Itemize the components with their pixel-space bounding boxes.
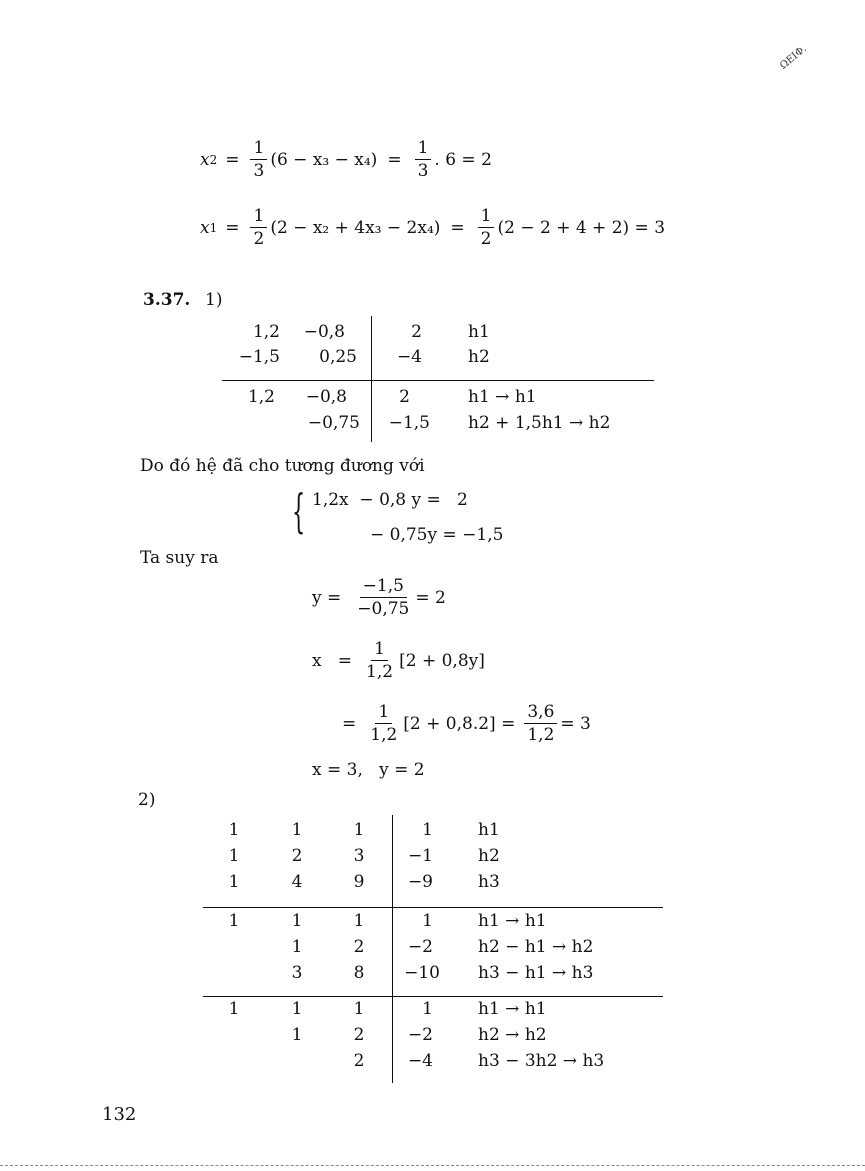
eq-x1-equals: = xyxy=(450,217,465,238)
part1-label: 1) xyxy=(205,290,223,310)
t1-cell: −0,75 xyxy=(307,413,360,433)
t1-cell: −0,8 xyxy=(303,322,345,342)
page-number: 132 xyxy=(102,1104,137,1125)
eq-x2-lhs: x xyxy=(200,149,210,170)
corner-stamp: ΩΕΙΦ. xyxy=(778,43,809,72)
sol-x2-fraction: $\frac{1}{1,2}$ xyxy=(370,702,398,745)
t2-cell: −2 xyxy=(407,1025,433,1045)
part2-label: 2) xyxy=(138,790,156,810)
t2-cell: −2 xyxy=(407,937,433,957)
t2-cell: 2 xyxy=(353,1025,365,1045)
equation-x1: x 1 = $\frac{1}{2}$ (2 − x₂ + 4x₃ − 2x₄) = $\frac{1}{2}$ (2 − 2 + 4 + 2) = 3 xyxy=(200,206,666,249)
system-line2: − 0,75y = −1,5 xyxy=(370,525,504,545)
t1-cell: h1 xyxy=(468,322,490,342)
t2-cell: 9 xyxy=(353,872,365,892)
t2-cell: h1 → h1 xyxy=(478,999,547,1019)
t2-cell: 2 xyxy=(353,937,365,957)
system-brace: { xyxy=(292,484,306,538)
solution-final: x = 3, y = 2 xyxy=(312,760,425,780)
sol-x-tail: [2 + 0,8y] xyxy=(399,650,485,671)
t2-cell: h2 xyxy=(478,846,500,866)
t2-horizontal-rule-1 xyxy=(203,907,663,908)
t2-cell: 1 xyxy=(291,1025,303,1045)
t2-cell: 4 xyxy=(291,872,303,892)
eq-x2-lhs-sub: 2 xyxy=(209,153,218,167)
solution-y xyxy=(312,570,446,626)
t2-cell: 1 xyxy=(228,911,240,931)
t1-cell: h1 → h1 xyxy=(468,387,537,407)
t1-cell: 1,2 xyxy=(252,322,280,342)
t2-cell: h3 − 3h2 → h3 xyxy=(478,1051,605,1071)
t2-cell: −1 xyxy=(407,846,433,866)
page-bottom-edge xyxy=(0,1165,865,1166)
sol-x-lhs: x = xyxy=(312,650,353,671)
t2-cell: 1 xyxy=(422,911,433,931)
t2-cell: −9 xyxy=(407,872,433,892)
t2-cell: 1 xyxy=(291,911,303,931)
eq-x2-expr: (6 − x₃ − x₄) xyxy=(270,149,378,170)
t2-cell: 1 xyxy=(353,911,365,931)
t2-cell: 1 xyxy=(291,937,303,957)
t2-cell: 1 xyxy=(228,872,240,892)
equation-x2: x 2 = $\frac{1}{3}$ (6 − x₃ − x₄) = $\frac{1}{3}$ . 6 = 2 xyxy=(200,138,492,181)
t2-cell: h3 xyxy=(478,872,500,892)
t2-cell: h1 xyxy=(478,820,500,840)
t2-cell: 3 xyxy=(291,963,303,983)
problem-number: 3.37. xyxy=(143,290,191,310)
t1-cell: −4 xyxy=(396,347,422,367)
eq-x1-lhs: x xyxy=(200,217,210,238)
t2-cell: 2 xyxy=(291,846,303,866)
sol-y-tail: = 2 xyxy=(415,587,446,608)
t1-cell: −1,5 xyxy=(238,347,280,367)
t2-cell: 8 xyxy=(353,963,365,983)
t2-cell: 1 xyxy=(228,846,240,866)
t1-cell: −0,8 xyxy=(305,387,347,407)
sol-y-fraction: $\frac{-1,5}{-0,75}$ xyxy=(357,576,410,619)
eq-x1-fraction: $\frac{1}{2}$ xyxy=(250,208,267,248)
sol-x2-mid: [2 + 0,8.2] = xyxy=(403,713,516,734)
t2-cell: 1 xyxy=(228,999,240,1019)
system-line1: 1,2x − 0,8 y = 2 xyxy=(312,490,468,510)
eq-x1-lhs-sub: 1 xyxy=(209,221,218,235)
t1-cell: 1,2 xyxy=(247,387,275,407)
eq-x2-tail: . 6 = 2 xyxy=(434,149,492,170)
sol-x2-lhs: = xyxy=(342,713,357,734)
eq-x2-equals: = xyxy=(387,149,402,170)
infer-text: Ta suy ra xyxy=(140,548,219,568)
t2-cell: 3 xyxy=(353,846,365,866)
t2-cell: h2 → h2 xyxy=(478,1025,547,1045)
equivalence-text: Do đó hệ đã cho tương đương với xyxy=(140,456,425,476)
eq-x1-expr: (2 − x₂ + 4x₃ − 2x₄) xyxy=(270,217,441,238)
t2-cell: 1 xyxy=(228,820,240,840)
t2-cell: h2 − h1 → h2 xyxy=(478,937,594,957)
t2-cell: 1 xyxy=(422,820,433,840)
sol-x2-tail: = 3 xyxy=(560,713,591,734)
t2-cell: h3 − h1 → h3 xyxy=(478,963,594,983)
t1-cell: h2 xyxy=(468,347,490,367)
eq-x1-tail: (2 − 2 + 4 + 2) = 3 xyxy=(497,217,666,238)
t2-horizontal-rule-2 xyxy=(203,996,663,997)
sol-y-lhs: y = xyxy=(312,587,342,608)
t2-cell: 1 xyxy=(291,820,303,840)
t1-vertical-rule xyxy=(371,316,372,442)
solution-x-computed xyxy=(342,696,591,752)
t2-cell: 1 xyxy=(353,820,365,840)
t1-cell: 0,25 xyxy=(319,347,357,367)
t2-cell: 1 xyxy=(353,999,365,1019)
sol-x-fraction: $\frac{1}{1,2}$ xyxy=(366,639,394,682)
eq-x1-fraction2: $\frac{1}{2}$ xyxy=(478,208,495,248)
t2-cell: −4 xyxy=(407,1051,433,1071)
t1-horizontal-rule xyxy=(222,380,654,381)
sol-x2-fraction2: $\frac{3,6}{1,2}$ xyxy=(524,704,557,744)
t2-cell: −10 xyxy=(404,963,440,983)
t1-cell: 2 xyxy=(411,322,422,342)
t1-cell: 2 xyxy=(399,387,410,407)
eq-x2-fraction2: $\frac{1}{3}$ xyxy=(415,140,432,180)
t2-cell: 2 xyxy=(353,1051,365,1071)
solution-x xyxy=(312,633,485,689)
t2-vertical-rule xyxy=(392,815,393,1083)
t2-cell: 1 xyxy=(291,999,303,1019)
t1-cell: h2 + 1,5h1 → h2 xyxy=(468,413,611,433)
t1-cell: −1,5 xyxy=(388,413,430,433)
t2-cell: h1 → h1 xyxy=(478,911,547,931)
t2-cell: 1 xyxy=(422,999,433,1019)
eq-x2-fraction: $\frac{1}{3}$ xyxy=(250,140,267,180)
